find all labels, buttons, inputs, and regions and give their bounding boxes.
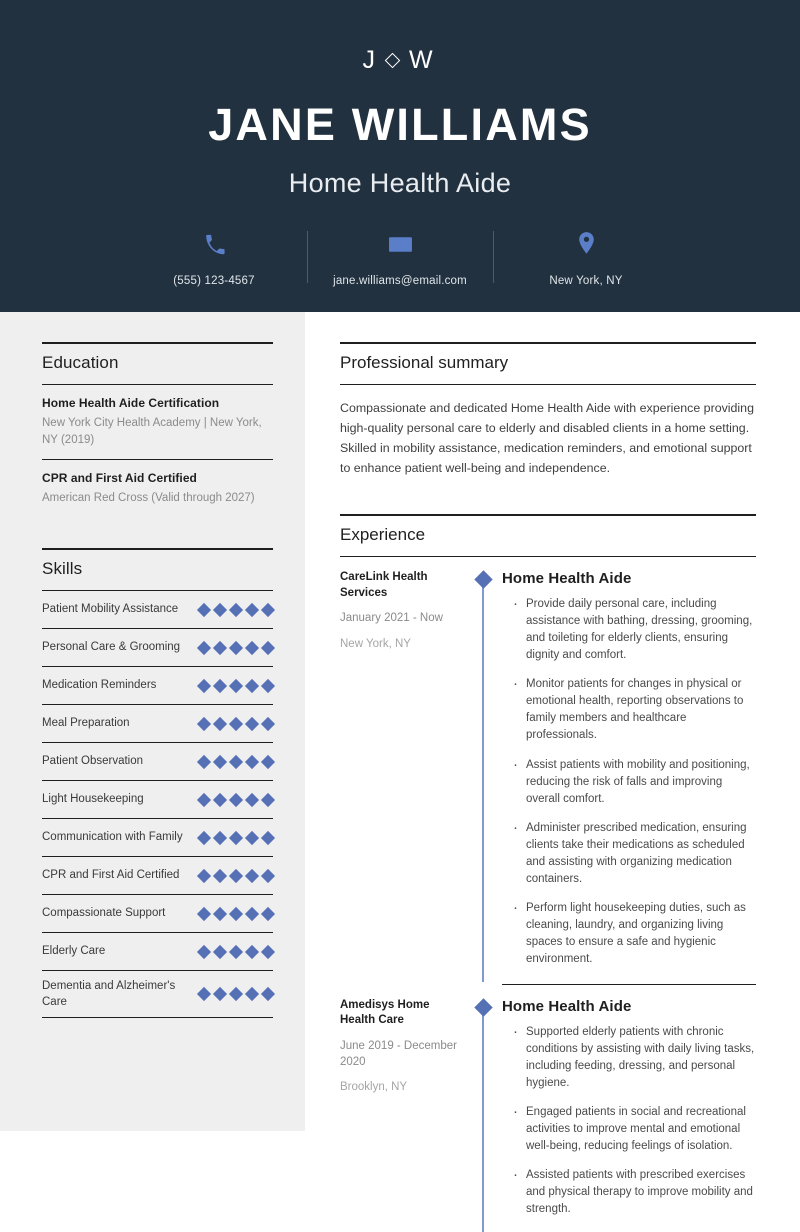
rating-diamond-icon: [213, 754, 227, 768]
experience-bullet: · Supported elderly patients with chronic conditions by assisting with daily living tasks, including feeding, dressing, and personal hygiene.: [518, 1024, 756, 1092]
rating-diamond-icon: [197, 987, 211, 1001]
experience-bullet: · Monitor patients for changes in physical or emotional health, reporting observations to family members and healthcare professionals.: [518, 676, 756, 744]
contact-item-phone[interactable]: [122, 229, 307, 287]
rating-diamond-icon: [197, 602, 211, 616]
experience-meta: [340, 998, 472, 1230]
rating-diamond-icon: [229, 830, 243, 844]
experience-meta: [340, 570, 472, 979]
experience-bullets: [502, 596, 756, 967]
skills-section-title: Skills: [42, 548, 273, 591]
skills-list: [42, 591, 273, 1018]
diamond-outline-icon: [385, 53, 401, 69]
education-degree: Home Health Aide Certification: [42, 396, 220, 410]
education-meta: American Red Cross (Valid through 2027): [42, 492, 255, 505]
skill-name: Medication Reminders: [42, 679, 157, 692]
rating-diamond-icon: [245, 640, 259, 654]
skill-name: Light Housekeeping: [42, 793, 144, 806]
rating-diamond-icon: [213, 792, 227, 806]
timeline-diamond-icon: [474, 571, 492, 589]
experience-bullet: · Assisted patients with prescribed exercises and physical therapy to improve mobility and strength.: [518, 1167, 756, 1218]
experience-timeline: [472, 998, 494, 1230]
skill-rating: [199, 833, 273, 843]
timeline-line: [482, 1007, 484, 1232]
experience-section-title: Experience: [340, 514, 756, 557]
skill-name: Elderly Care: [42, 945, 106, 958]
rating-diamond-icon: [261, 792, 275, 806]
experience-bullets: [502, 1024, 756, 1218]
rating-diamond-icon: [245, 944, 259, 958]
experience-company: Amedisys Home Health Care: [340, 998, 430, 1027]
rating-diamond-icon: [229, 987, 243, 1001]
skill-name: Patient Mobility Assistance: [42, 603, 179, 616]
rating-diamond-icon: [229, 678, 243, 692]
sidebar: [0, 312, 305, 1131]
rating-diamond-icon: [197, 716, 211, 730]
candidate-name: JANE WILLIAMS: [208, 99, 592, 150]
timeline-diamond-icon: [474, 998, 492, 1016]
skill-name: Compassionate Support: [42, 907, 166, 920]
rating-diamond-icon: [213, 640, 227, 654]
rating-diamond-icon: [245, 906, 259, 920]
experience-list: [340, 557, 756, 1229]
rating-diamond-icon: [213, 830, 227, 844]
skill-row: [42, 743, 273, 781]
skill-row: [42, 781, 273, 819]
rating-diamond-icon: [245, 678, 259, 692]
experience-entry: [340, 985, 756, 1230]
skill-name: Personal Care & Grooming: [42, 641, 181, 654]
rating-diamond-icon: [197, 792, 211, 806]
rating-diamond-icon: [245, 830, 259, 844]
skill-row: [42, 819, 273, 857]
skill-name: Meal Preparation: [42, 717, 130, 730]
rating-diamond-icon: [229, 868, 243, 882]
rating-diamond-icon: [213, 987, 227, 1001]
education-meta: New York City Health Academy | New York, NY (2019): [42, 417, 262, 446]
experience-bullet: · Engaged patients in social and recreational activities to improve mental and emotional well-being, reducing feelings of isolation.: [518, 1104, 756, 1155]
resume-header: [0, 0, 800, 312]
skill-rating: [199, 757, 273, 767]
contact-item-email[interactable]: [308, 229, 493, 287]
skill-rating: [199, 871, 273, 881]
rating-diamond-icon: [261, 602, 275, 616]
rating-diamond-icon: [197, 678, 211, 692]
rating-diamond-icon: [261, 987, 275, 1001]
experience-dates: June 2019 - December 2020: [340, 1039, 457, 1068]
rating-diamond-icon: [213, 868, 227, 882]
rating-diamond-icon: [197, 640, 211, 654]
rating-diamond-icon: [245, 868, 259, 882]
monogram-initial-first: J: [362, 46, 380, 74]
rating-diamond-icon: [213, 944, 227, 958]
rating-diamond-icon: [245, 602, 259, 616]
skill-rating: [199, 605, 273, 615]
skill-row: [42, 667, 273, 705]
skill-rating: [199, 681, 273, 691]
monogram-initial-last: W: [408, 46, 438, 74]
skill-rating: [199, 909, 273, 919]
experience-role: Home Health Aide: [502, 997, 632, 1015]
candidate-job-title: Home Health Aide: [288, 168, 512, 199]
skill-rating: [199, 719, 273, 729]
rating-diamond-icon: [229, 906, 243, 920]
rating-diamond-icon: [261, 906, 275, 920]
rating-diamond-icon: [197, 868, 211, 882]
education-item: [42, 460, 273, 518]
education-degree: CPR and First Aid Certified: [42, 471, 197, 486]
contact-value-phone: (555) 123-4567: [173, 275, 255, 288]
skill-row: [42, 933, 273, 971]
skill-row: [42, 895, 273, 933]
rating-diamond-icon: [197, 944, 211, 958]
rating-diamond-icon: [229, 602, 243, 616]
contact-value-location: New York, NY: [549, 275, 623, 288]
rating-diamond-icon: [245, 987, 259, 1001]
contact-value-email: jane.williams@email.com: [333, 275, 467, 288]
skill-rating: [199, 989, 273, 999]
experience-company: CareLink Health Services: [340, 571, 428, 599]
rating-diamond-icon: [261, 640, 275, 654]
skill-name: Patient Observation: [42, 755, 144, 768]
phone-icon: [204, 229, 225, 259]
rating-diamond-icon: [245, 716, 259, 730]
rating-diamond-icon: [213, 678, 227, 692]
skill-rating: [199, 795, 273, 805]
experience-dates: January 2021 - Now: [340, 612, 443, 625]
experience-bullet: · Provide daily personal care, including assistance with bathing, dressing, grooming, and toileting for elderly clients, ensuring dignity and comfort.: [518, 596, 756, 664]
experience-bullet: · Perform light housekeeping duties, such as cleaning, laundry, and organizing living spaces to ensure a safe and hygienic environment.: [518, 900, 756, 968]
rating-diamond-icon: [197, 830, 211, 844]
rating-diamond-icon: [245, 792, 259, 806]
rating-diamond-icon: [261, 944, 275, 958]
experience-timeline: [472, 570, 494, 979]
education-list: [42, 385, 273, 518]
monogram-logo: [40, 48, 760, 73]
contact-row: [40, 229, 760, 287]
experience-details: [494, 998, 756, 1230]
experience-role: Home Health Aide: [502, 570, 632, 588]
rating-diamond-icon: [213, 906, 227, 920]
resume-body: [0, 312, 800, 1215]
skill-name: CPR and First Aid Certified: [42, 869, 180, 882]
skill-name: Communication with Family: [42, 831, 183, 844]
summary-section-title: Professional summary: [340, 342, 756, 385]
rating-diamond-icon: [229, 754, 243, 768]
rating-diamond-icon: [261, 868, 275, 882]
main-column: [305, 312, 800, 1215]
experience-bullet: · Administer prescribed medication, ensuring clients take their medications as scheduled and assisting with organizing medication containers.: [518, 820, 756, 888]
education-section-title: Education: [42, 342, 273, 385]
rating-diamond-icon: [245, 754, 259, 768]
rating-diamond-icon: [229, 792, 243, 806]
envelope-icon: [388, 229, 413, 259]
rating-diamond-icon: [261, 830, 275, 844]
skill-rating: [199, 947, 273, 957]
rating-diamond-icon: [213, 602, 227, 616]
rating-diamond-icon: [197, 754, 211, 768]
skill-row: [42, 591, 273, 629]
skill-rating: [199, 643, 273, 653]
contact-item-location[interactable]: [494, 229, 679, 287]
rating-diamond-icon: [229, 640, 243, 654]
rating-diamond-icon: [229, 716, 243, 730]
skill-row: [42, 705, 273, 743]
rating-diamond-icon: [261, 716, 275, 730]
map-pin-icon: [577, 229, 596, 259]
skill-row: [42, 857, 273, 895]
experience-entry: [340, 557, 756, 979]
skill-name: Dementia and Alzheimer's Care: [42, 980, 176, 1009]
experience-bullet: · Assist patients with mobility and positioning, reducing the risk of falls and improving overall comfort.: [518, 757, 756, 808]
experience-location: New York, NY: [340, 637, 411, 650]
rating-diamond-icon: [197, 906, 211, 920]
experience-details: [494, 570, 756, 979]
rating-diamond-icon: [213, 716, 227, 730]
rating-diamond-icon: [261, 678, 275, 692]
skill-row: [42, 629, 273, 667]
education-item: [42, 385, 273, 460]
summary-text: Compassionate and dedicated Home Health Aide with experience providing high-quality personal care to elderly and disabled clients in a home setting. Skilled in mobility assistance, medication reminders, and emotional support to enhance patient well-being and independence.: [340, 401, 754, 476]
rating-diamond-icon: [229, 944, 243, 958]
rating-diamond-icon: [261, 754, 275, 768]
experience-location: Brooklyn, NY: [340, 1080, 408, 1093]
skill-row: [42, 971, 273, 1018]
timeline-line: [482, 579, 484, 981]
